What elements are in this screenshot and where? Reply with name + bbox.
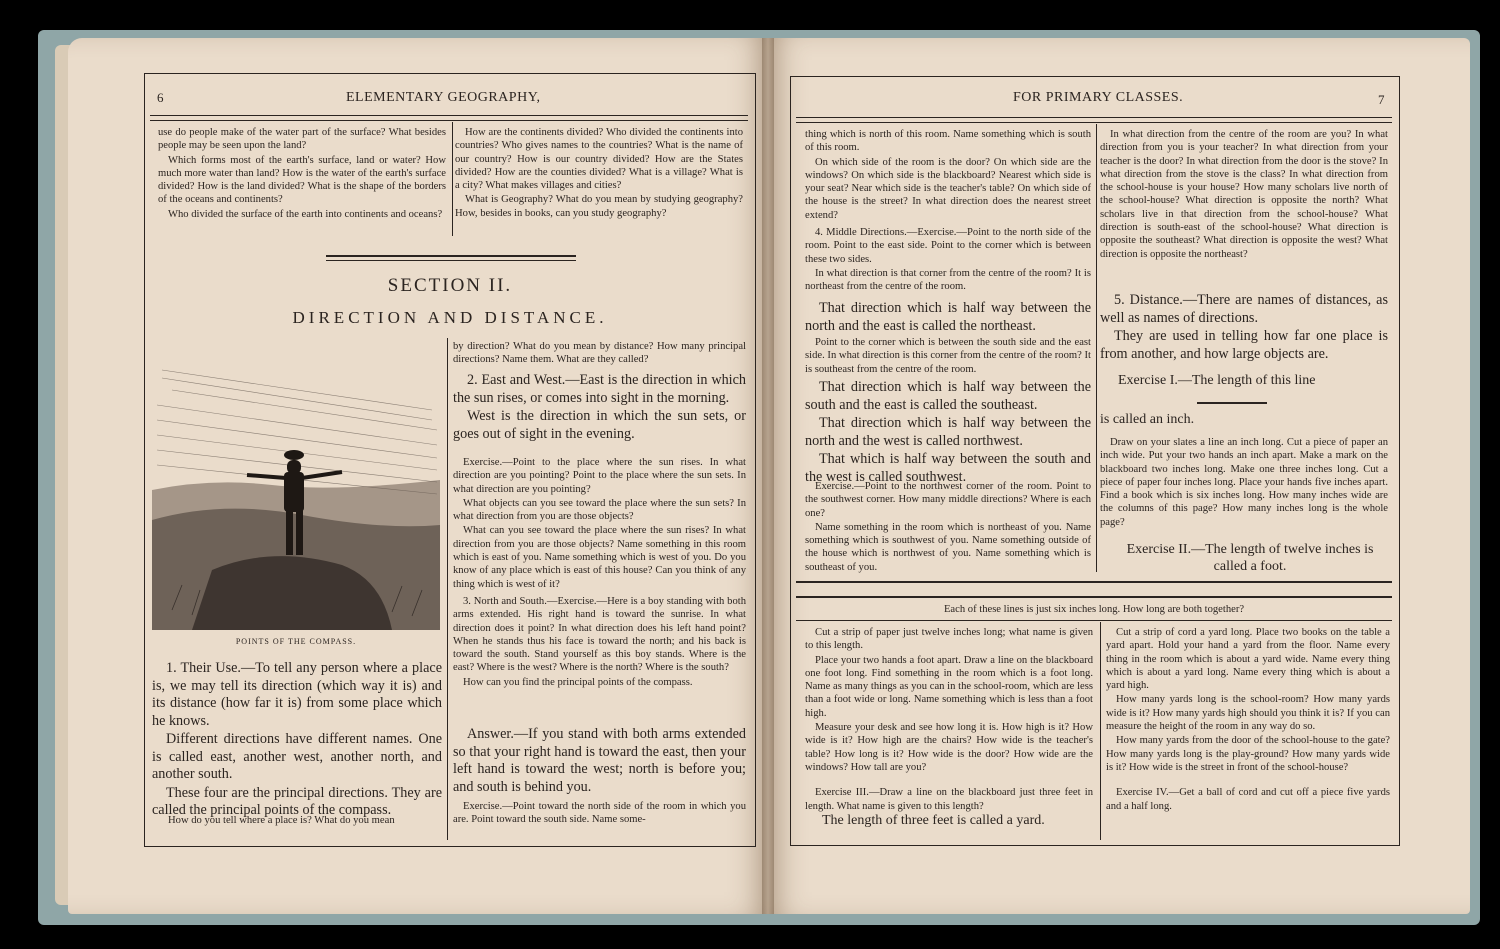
left-top-col-2 xyxy=(455,126,743,221)
paragraph: 4. Middle Directions.—Exercise.—Point to the north side of the room. Point to the east side. Point to the corner which is between these two sides. xyxy=(805,227,1091,265)
paragraph: Exercise.—Point to the northwest corner of the room. Point to the southwest corner. How many middle directions? Where is each one? xyxy=(805,481,1091,519)
answer-section xyxy=(453,726,746,797)
right-header-rule-2 xyxy=(796,122,1392,123)
right-col-2-top xyxy=(1100,128,1388,262)
paragraph: In what direction is that corner from the centre of the room? It is northeast from the centre of the room. xyxy=(805,267,1091,293)
paragraph: How do you tell where a place is? What do you mean xyxy=(168,815,395,826)
paragraph: 5. Distance.—There are names of distances, as well as names of directions. xyxy=(1100,292,1388,326)
paragraph: 3. North and South.—Exercise.—Here is a boy standing with both arms extended. His right hand is toward the sunrise. In what direction does it point? In what direction does his left hand point? When he stands thus his face is toward the north; and his back is toward the south. Stand yourself as this boy stands. Where is the east? Where is the west? Where is the north? Where is the south? xyxy=(453,595,746,674)
section-title: SECTION II. xyxy=(387,275,513,296)
paragraph: What is Geography? What do you mean by studying geography? How, besides in books, can you study geography? xyxy=(455,194,743,219)
paragraph: Exercise IV.—Get a ball of cord and cut off a piece five yards and a half long. xyxy=(1106,787,1390,812)
inch-line xyxy=(1197,402,1267,404)
their-use-section xyxy=(152,660,442,821)
six-inches-caption: Each of these lines is just six inches long. How long are both together? xyxy=(943,604,1245,615)
middle-directions-exercise xyxy=(805,480,1091,575)
exercise-two: Exercise II.—The length of twelve inches is called a foot. xyxy=(1126,542,1374,574)
paragraph: Exercise.—Point toward the north side of the room in which you are. Point toward the south side. Name some- xyxy=(453,801,746,826)
six-inch-line-1 xyxy=(796,581,1392,583)
yard-definition: The length of three feet is called a yard. xyxy=(822,813,1045,828)
paragraph: What objects can you see toward the place where the sun sets? In what direction from you are those objects? xyxy=(453,497,746,523)
paragraph: Different directions have different names. One is called east, another west, another north, and another south. xyxy=(152,731,442,782)
paragraph: These four are the principal directions. They are called the principal points of the compass. xyxy=(152,784,442,818)
paragraph: They are used in telling how far one place is from another, and how large objects are. xyxy=(1100,328,1388,362)
paragraph: That direction which is half way between the south and the east is called the southeast. xyxy=(805,379,1091,413)
column-divider xyxy=(447,338,448,840)
compass-illustration xyxy=(152,350,440,630)
rule xyxy=(796,620,1392,621)
bottom-right-column xyxy=(1106,626,1390,814)
inch-exercises xyxy=(1100,436,1388,530)
paragraph: How are the continents divided? Who divided the continents into countries? Who gives names to the countries? What is the name of our country? How is our country divided? How are the States divided? How are the counties divided? What is a village? What is a city? What makes villages and cities? xyxy=(455,127,743,192)
paragraph: thing which is north of this room. Name something which is south of this room. xyxy=(805,129,1091,154)
northeast-definition xyxy=(805,300,1091,336)
column-divider xyxy=(1100,622,1101,840)
left-right-column xyxy=(453,340,746,368)
their-use-question xyxy=(158,814,446,828)
column-divider xyxy=(1096,124,1097,572)
paragraph: What can you see toward the place where the sun rises? In what direction from you are those objects? Name something in this room which is east of you. Name something which is west of you. Do you know of any place which is east of this house? Can you think of any thing which is west of it? xyxy=(453,525,746,590)
column-divider xyxy=(452,122,453,236)
paragraph: Cut a strip of paper just twelve inches long; what name is given to this length. xyxy=(805,627,1093,652)
section-rule-thin xyxy=(326,260,576,261)
book-spine xyxy=(762,38,774,914)
left-header-rule xyxy=(150,115,748,116)
paragraph: That direction which is half way between the north and the west is called northwest. xyxy=(805,415,1091,449)
distance-section xyxy=(1100,292,1388,364)
paragraph: Exercise.—Point to the place where the sun rises. In what direction are you pointing? Point to the place where the sun sets. In what direction are you pointing? xyxy=(453,457,746,495)
paragraph: Cut a strip of cord a yard long. Place two books on the table a yard apart. Hold your hand a yard from the floor. Name every thing in the room which is about a yard wide. Name every thing which is about a yard long. Name every thing which is about a yard high. xyxy=(1106,627,1390,692)
paragraph: How many yards long is the school-room? How many yards wide is it? How many yards high should you think it is? If you can measure the height of the room in any way do so. xyxy=(1106,694,1390,733)
paragraph: Answer.—If you stand with both arms extended so that your right hand is toward the east, then your left hand is toward the west; north is before you; and south is behind you. xyxy=(453,726,746,795)
paragraph: In what direction from the centre of the room are you? In what direction from you is your teacher? In what direction from your teacher is the door? In what direction from the door is the stove? In what direction from the stove is the class? In what direction from the school-house is your house? How many scholars live north of the school-house? What direction is opposite the north? What scholars live in that direction from the school-house? What direction is south-east of the school-house? What direction is opposite the southeast? What direction is opposite the west? What direction is opposite the northeast? xyxy=(1100,129,1388,260)
right-header-rule xyxy=(796,117,1392,118)
six-inch-line-2 xyxy=(796,596,1392,598)
east-west-exercises xyxy=(453,456,746,690)
paragraph: Exercise III.—Draw a line on the blackboard just three feet in length. What name is given to this length? xyxy=(805,787,1093,812)
called-an-inch: is called an inch. xyxy=(1100,412,1195,427)
left-header-rule-2 xyxy=(150,120,748,121)
right-page-number: 7 xyxy=(1378,92,1385,107)
illustration-caption: POINTS OF THE COMPASS. xyxy=(235,637,357,646)
bottom-left-column xyxy=(805,626,1093,814)
paragraph: Name something in the room which is northeast of you. Name something which is southwest of you. Name something outside of the house which is northwest of you. Name something which is southeast of you. xyxy=(805,521,1091,573)
paragraph: Which forms most of the earth's surface, land or water? How much more water than land? How is the water of the earth's surface divided? How is the land divided? What is the shape of the borders of the oceans and continents? xyxy=(158,154,446,206)
middle-directions-definitions xyxy=(805,379,1091,487)
paragraph: Place your two hands a foot apart. Draw a line on the blackboard one foot long. Find something in the room which is a foot long. Name as many things as you can in the school-room, which are less than a foot wide or long. Name something which is less than a foot high. xyxy=(805,654,1093,719)
right-col-1 xyxy=(805,128,1091,295)
left-running-head: ELEMENTARY GEOGRAPHY, xyxy=(346,90,541,105)
paragraph: That which is half way between the south and the west is called southwest. xyxy=(805,451,1091,485)
east-west-section xyxy=(453,372,746,444)
paragraph: How many yards from the door of the school-house to the gate? How many yards long is the play-ground? How many yards wide is it? How wide is the street in front of the school-house? xyxy=(1106,735,1390,773)
southeast-exercise xyxy=(805,336,1091,377)
paragraph: 2. East and West.—East is the direction in which the sun rises, or comes into sight in the morning. xyxy=(453,372,746,406)
paragraph: Draw on your slates a line an inch long. Cut a piece of paper an inch wide. Put your two hands an inch apart. Make a mark on the blackboard two inches long. Make one three inches long. Cut a piece of paper four inches long. Place your hands five inches apart. Find a book which is six inches long. How many inches wide are the columns of this page? How many inches long is the whole page? xyxy=(1100,437,1388,528)
paragraph: 1. Their Use.—To tell any person where a place is, we may tell its direction (which way it is) and its distance (how far it is) from some place which he knows. xyxy=(152,660,442,729)
left-page-number: 6 xyxy=(157,90,164,105)
exercise-one: Exercise I.—The length of this line xyxy=(1118,373,1316,388)
paragraph: Point to the corner which is between the south side and the east side. In what direction is this corner from the centre of the room? It is southeast from the centre of the room. xyxy=(805,337,1091,375)
paragraph: use do people make of the water part of the surface? What besides people may be seen upon the land? xyxy=(158,127,446,152)
left-top-col-1 xyxy=(158,126,446,222)
paragraph: West is the direction in which the sun sets, or goes out of sight in the evening. xyxy=(453,408,746,442)
paragraph: That direction which is half way between the north and the east is called the northeast. xyxy=(805,300,1091,334)
section-rule xyxy=(326,255,576,257)
paragraph: How can you find the principal points of the compass. xyxy=(463,676,693,688)
section-subtitle: DIRECTION AND DISTANCE. xyxy=(292,308,608,327)
paragraph: Who divided the surface of the earth into continents and oceans? xyxy=(168,208,443,220)
left-bottom-exercise xyxy=(453,800,746,828)
paragraph: Measure your desk and see how long it is. How high is it? How wide is it? How high are the chairs? How wide is the teacher's table? How long is it? How wide is the door? How wide are the windows? How tall are you? xyxy=(805,722,1093,773)
paragraph: On which side of the room is the door? On which side are the windows? On which side is the blackboard? Nearest which side is your seat? Near which side is the teacher's table? On which side of the house is the street? In what direction does the nearest street extend? xyxy=(805,156,1091,221)
right-running-head: FOR PRIMARY CLASSES. xyxy=(1013,90,1184,105)
paragraph: by direction? What do you mean by distance? How many principal directions? Name them. What are they called? xyxy=(453,341,746,366)
